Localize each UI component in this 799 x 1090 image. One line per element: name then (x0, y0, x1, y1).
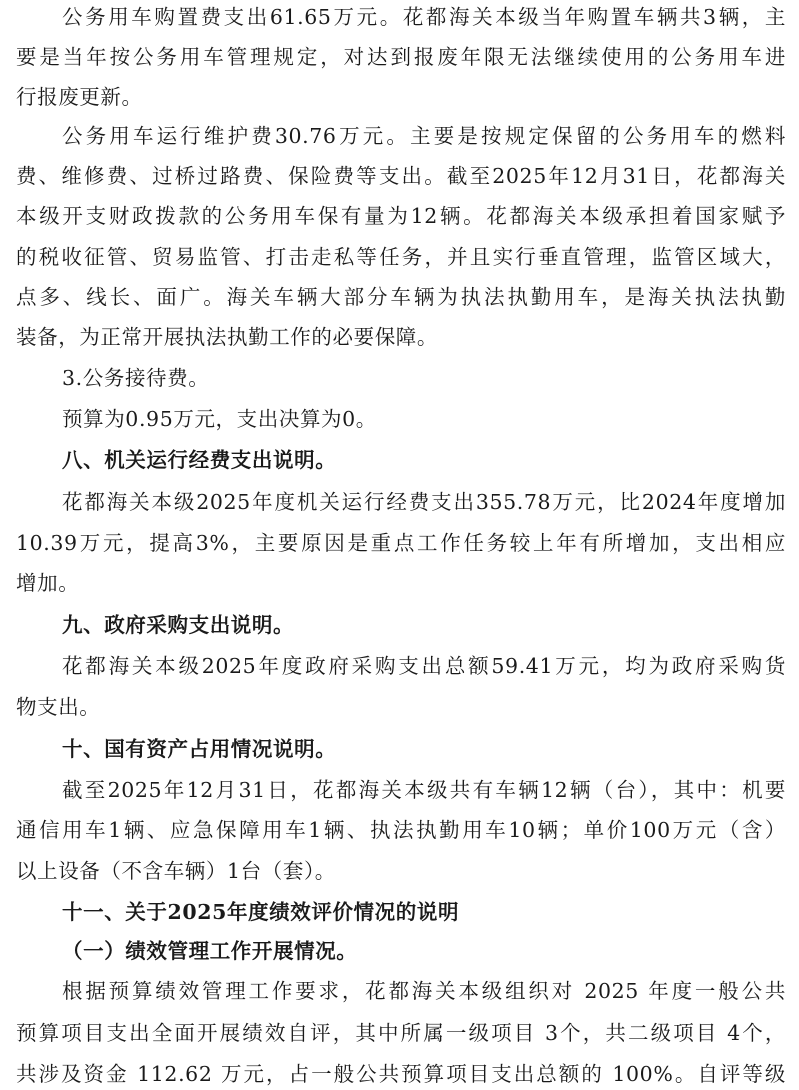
paragraph-line: 物支出。 (16, 695, 101, 719)
paragraph-line: 根据预算绩效管理工作要求，花都海关本级组织对 2025 年度一般公共 (62, 979, 786, 1003)
subsection-heading: （一）绩效管理工作开展情况。 (62, 939, 358, 963)
paragraph-line: 本级开支财政拨款的公务用车保有量为12辆。花都海关本级承担着国家赋予 (16, 204, 786, 228)
paragraph-line: 以上设备（不含车辆）1台（套）。 (16, 859, 336, 883)
section-heading: 八、机关运行经费支出说明。 (62, 448, 337, 472)
paragraph-line: 通信用车1辆、应急保障用车1辆、执法执勤用车10辆；单价100万元（含） (16, 818, 786, 842)
paragraph-line: 10.39万元，提高3%，主要原因是重点工作任务较上年有所增加，支出相应 (16, 531, 786, 555)
paragraph-line: 花都海关本级2025年度机关运行经费支出355.78万元，比2024年度增加 (62, 490, 786, 514)
paragraph-line: 花都海关本级2025年度政府采购支出总额59.41万元，均为政府采购货 (62, 654, 786, 678)
paragraph-line: 要是当年按公务用车管理规定，对达到报废年限无法继续使用的公务用车进 (16, 45, 786, 69)
paragraph-line: 增加。 (16, 571, 80, 595)
section-heading: 十一、关于2025年度绩效评价情况的说明 (62, 900, 460, 924)
paragraph-line: 费、维修费、过桥过路费、保险费等支出。截至2025年12月31日，花都海关 (16, 164, 786, 188)
paragraph-line: 共涉及资金 112.62 万元，占一般公共预算项目支出总额的 100%。自评等级 (16, 1062, 786, 1086)
paragraph-line: 装备，为正常开展执法执勤工作的必要保障。 (16, 325, 438, 349)
paragraph-line: 公务用车购置费支出61.65万元。花都海关本级当年购置车辆共3辆，主 (62, 5, 786, 29)
section-heading: 十、国有资产占用情况说明。 (62, 737, 337, 761)
paragraph-line: 点多、线长、面广。海关车辆大部分车辆为执法执勤用车，是海关执法执勤 (16, 285, 786, 309)
paragraph-line: 预算为0.95万元，支出决算为0。 (62, 407, 377, 431)
list-item-heading: 3.公务接待费。 (62, 366, 210, 390)
section-heading: 九、政府采购支出说明。 (62, 613, 295, 637)
paragraph-line: 预算项目支出全面开展绩效自评，其中所属一级项目 3个，共二级项目 4个， (16, 1021, 786, 1045)
paragraph-line: 公务用车运行维护费30.76万元。主要是按规定保留的公务用车的燃料 (62, 124, 786, 148)
paragraph-line: 的税收征管、贸易监管、打击走私等任务，并且实行垂直管理，监管区域大， (16, 245, 786, 269)
paragraph-line: 截至2025年12月31日，花都海关本级共有车辆12辆（台），其中：机要 (62, 778, 786, 802)
paragraph-line: 行报废更新。 (16, 85, 143, 109)
